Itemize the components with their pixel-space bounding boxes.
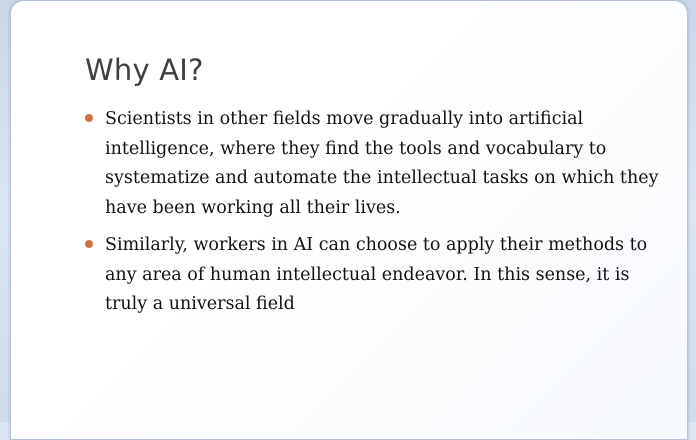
slide-title: Why AI?: [85, 53, 204, 87]
bullet-text: Scientists in other fields move gradually into artificial intelligence, where they find the tools and vocabulary to systematize and automate the intellectual tasks on which they have been working all their lives.: [105, 109, 659, 218]
slide[interactable]: [10, 0, 688, 440]
bullet-dot-icon: [85, 240, 93, 248]
bullet-item: [83, 105, 663, 223]
bullet-list: [83, 105, 663, 328]
bullet-text: Similarly, workers in AI can choose to apply their methods to any area of human intellectual endeavor. In this sense, it is truly a universal field: [105, 235, 648, 314]
bullet-dot-icon: [85, 114, 93, 122]
bullet-item: [83, 231, 663, 320]
